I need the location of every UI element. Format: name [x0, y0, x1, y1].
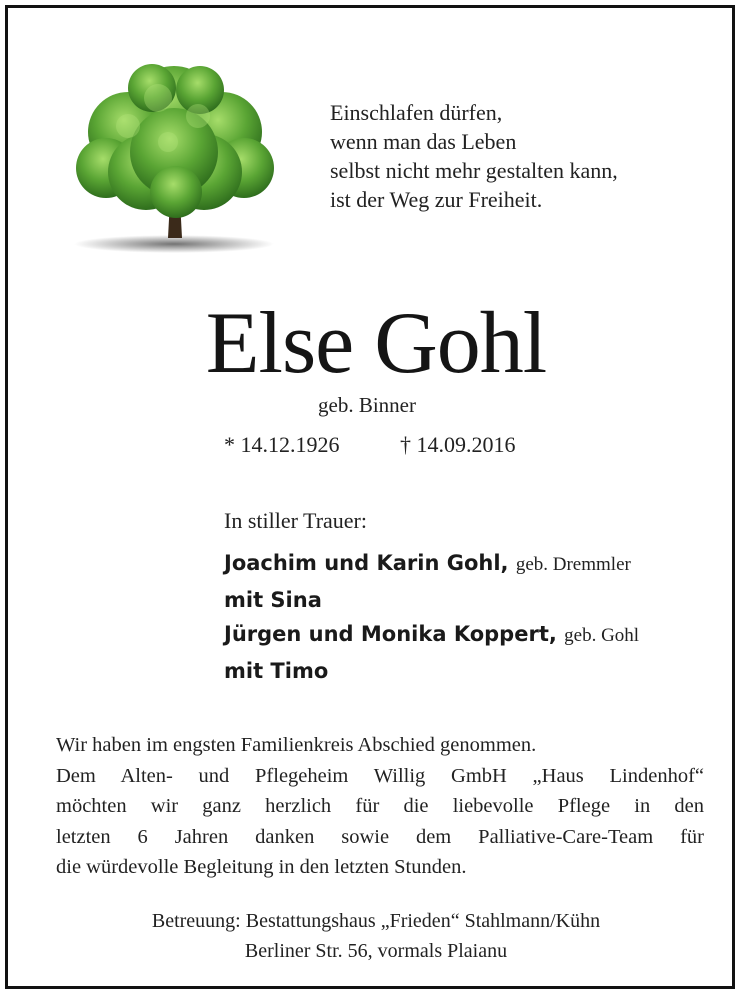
- funeral-home-credit: [8, 906, 744, 966]
- poem-line: wenn man das Leben: [330, 129, 517, 154]
- mourner-names: mit Timo: [224, 658, 329, 683]
- mourner-row: [224, 583, 639, 618]
- poem-line: selbst nicht mehr gestalten kann,: [330, 158, 618, 183]
- footer-line: Betreuung: Bestattungshaus „Frieden“ Stahlmann/Kühn: [151, 910, 601, 932]
- mourner-row: [224, 654, 639, 689]
- mourner-born-name: geb. Dremmler: [515, 554, 631, 575]
- mourner-born-name: geb. Gohl: [564, 625, 640, 646]
- message-line: möchten wir ganz herzlich für die liebevolle Pflege in den: [56, 795, 704, 817]
- message-line: die würdevolle Begleitung in den letzten Stunden.: [56, 856, 467, 878]
- maiden-name: geb. Binner: [318, 393, 416, 417]
- poem-line: Einschlafen dürfen,: [330, 100, 503, 125]
- obituary-notice: [5, 5, 735, 989]
- mourners-list: [224, 546, 639, 688]
- poem-verse: [330, 98, 618, 214]
- mourner-names: Jürgen und Monika Koppert,: [224, 622, 557, 646]
- birth-date: * 14.12.1926: [224, 432, 340, 457]
- thanks-message: [56, 730, 704, 883]
- poem-line: ist der Weg zur Freiheit.: [330, 187, 543, 212]
- mourning-label: In stiller Trauer:: [224, 508, 367, 533]
- message-line: Dem Alten- und Pflegeheim Willig GmbH „Haus Lindenhof“: [56, 764, 704, 787]
- footer-line: Berliner Str. 56, vormals Plaianu: [244, 940, 508, 962]
- mourner-row: [224, 546, 639, 583]
- deceased-name: Else Gohl: [205, 295, 547, 392]
- message-line: Wir haben im engsten Familienkreis Abschied genommen.: [56, 734, 537, 756]
- message-line: letzten 6 Jahren danken sowie dem Palliative-Care-Team für: [56, 825, 704, 848]
- death-date: † 14.09.2016: [400, 432, 516, 457]
- mourner-row: [224, 617, 639, 654]
- mourner-names: mit Sina: [224, 587, 322, 612]
- tree-illustration: [66, 60, 286, 260]
- mourner-names: Joachim und Karin Gohl,: [224, 551, 509, 575]
